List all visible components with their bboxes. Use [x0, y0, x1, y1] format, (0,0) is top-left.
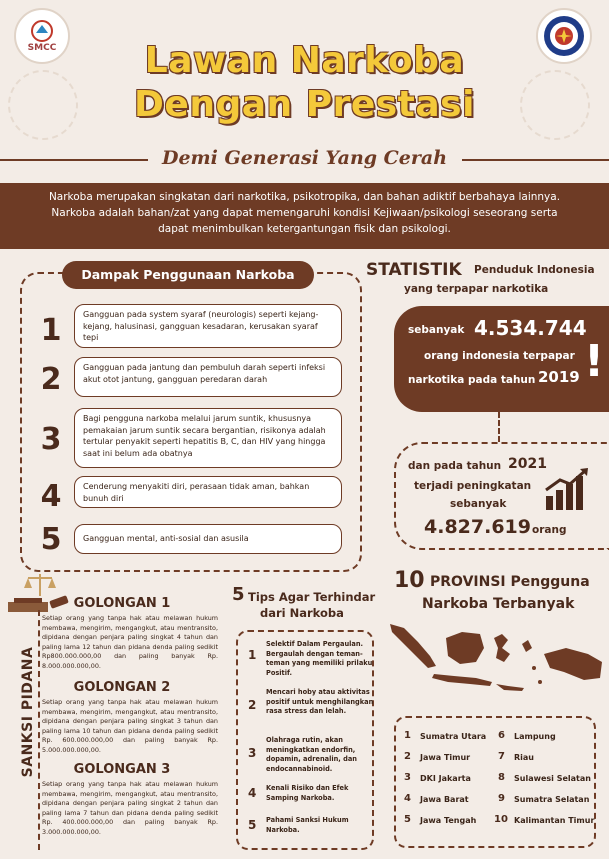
- tip-number-5: 5: [248, 818, 257, 832]
- provinsi-name-2: Jawa Timur: [420, 753, 471, 762]
- growth-chart-icon: [544, 466, 592, 512]
- dampak-item-2: Gangguan pada jantung dan pembuluh darah seperti infeksi akut otot jantung, gangguan peredaran darah: [74, 357, 342, 397]
- tip-text-4: Kenali Risiko dan Efek Samping Narkoba.: [266, 784, 349, 802]
- provinsi-name-4: Jawa Barat: [420, 795, 469, 804]
- dampak-item-4: Cenderung menyakiti diri, perasaan tidak aman, bahkan bunuh diri: [74, 476, 342, 508]
- provinsi-name-10: Kalimantan Timur: [514, 816, 595, 825]
- provinsi-number-8: 8: [498, 772, 505, 783]
- provinsi-name-3: DKI Jakarta: [420, 774, 471, 783]
- indonesia-map-icon: [384, 618, 606, 704]
- tip-text-3: Olahraga rutin, akan meningkatkan endorfin, dopamin, adrenalin, dan endocannabinoid.: [266, 736, 357, 773]
- provinsi-name-1: Sumatra Utara: [420, 732, 487, 741]
- stat-2019-number: 4.534.744: [474, 316, 587, 340]
- dampak-number-3: 3: [40, 422, 62, 457]
- statistik-2021-box: [394, 442, 609, 550]
- provinsi-name-5: Jawa Tengah: [420, 816, 477, 825]
- dampak-number-4: 4: [40, 479, 62, 514]
- provinsi-number-5: 5: [404, 814, 411, 825]
- intro-line-3: dapat menimbulkan ketergantungan fisik dan psikologi.: [158, 223, 451, 235]
- statistik-subtitle-2: yang terpapar narkotika: [404, 283, 549, 295]
- golongan-3-title: GOLONGAN 3: [73, 762, 171, 777]
- stat-2019-year: 2019: [538, 368, 580, 386]
- provinsi-title-line-1: PROVINSI Pengguna: [430, 574, 590, 590]
- main-title-line-1: Lawan Narkoba: [144, 40, 465, 81]
- stat-2019-line3: narkotika pada tahun: [408, 374, 536, 386]
- provinsi-name-9: Sumatra Selatan: [514, 795, 590, 804]
- tip-number-1: 1: [248, 648, 257, 662]
- provinsi-number-3: 3: [404, 772, 411, 783]
- stat-2021-line3: sebanyak: [450, 498, 507, 510]
- dampak-number-2: 2: [40, 362, 62, 397]
- statistik-subtitle-1: Penduduk Indonesia: [474, 264, 595, 276]
- stat-2019-line2: orang indonesia terpapar: [424, 350, 575, 362]
- provinsi-number-10: 10: [494, 814, 508, 825]
- intro-band: [0, 183, 609, 249]
- provinsi-name-7: Riau: [514, 753, 534, 762]
- provinsi-name-8: Sulawesi Selatan: [514, 774, 591, 783]
- provinsi-number: 10: [394, 568, 425, 593]
- dampak-heading: Dampak Penggunaan Narkoba: [62, 261, 314, 289]
- tip-number-2: 2: [248, 698, 257, 712]
- sanksi-pidana-label: SANKSI PIDANA: [20, 646, 36, 778]
- golongan-1-text: Setiap orang yang tanpa hak atau melawan hukum membawa, mengirim, mengangkut, atau mentransito, dipidana dengan penjara paling singkat 4 tahun dan paling lama 12 tahun dan pidana denda paling sedikit Rp800.000.000,00 dan paling banyak Rp. 8.000.000.000,00.: [42, 614, 218, 670]
- golongan-2-title: GOLONGAN 2: [73, 680, 171, 695]
- stat-2021-line1: dan pada tahun: [408, 460, 502, 472]
- stat-2021-line2: terjadi peningkatan: [414, 480, 532, 492]
- tip-text-1: Selektif Dalam Pergaulan. Bergaulah dengan teman-teman yang memiliki prilaku Positif.: [266, 640, 373, 677]
- tip-text-5: Pahami Sanksi Hukum Narkoba.: [266, 816, 349, 834]
- golongan-3-text: Setiap orang yang tanpa hak atau melawan hukum membawa, mengirim, mengangkut, atau mentransito, dipidana dengan penjara paling singkat 2 tahun dan paling lama 7 tahun dan pidana denda paling sedikit Rp. 400.000.000,00 dan paling banyak Rp. 3.000.000.000,00.: [42, 780, 218, 836]
- tip-number-3: 3: [248, 746, 257, 760]
- provinsi-number-7: 7: [498, 751, 505, 762]
- tips-title-line-1: Tips Agar Terhindar: [248, 590, 376, 604]
- stat-2021-year: 2021: [508, 456, 547, 472]
- stat-2021-unit: orang: [532, 524, 567, 536]
- stat-2019-prefix: sebanyak: [408, 324, 465, 336]
- intro-line-2: Narkoba adalah bahan/zat yang dapat memengaruhi kondisi Kejiwaan/psikologi seseorang serta: [51, 207, 558, 219]
- stat-2021-number: 4.827.619: [424, 516, 531, 538]
- provinsi-number-1: 1: [404, 730, 411, 741]
- intro-line-1: Narkoba merupakan singkatan dari narkotika, psikotropika, dan bahan adiktif berbahaya lainnya.: [48, 191, 561, 203]
- tip-text-2: Mencari hoby atau aktivitas positif untuk menghilangkan rasa stress dan lelah.: [266, 688, 374, 715]
- subtitle-band: [0, 145, 609, 175]
- stat-connector: [498, 412, 500, 442]
- statistik-2019-box: [394, 306, 609, 412]
- main-title-line-2: Dengan Prestasi: [134, 84, 475, 125]
- provinsi-number-9: 9: [498, 793, 505, 804]
- golongan-2-text: Setiap orang yang tanpa hak atau melawan hukum membawa, mengirim, mengangkut, atau mentransito, dipidana dengan penjara paling singkat 3 tahun dan paling lama 10 tahun dan pidana denda paling sedikit Rp. 600.000.000,00 dan paling banyak Rp. 5.000.000.000,00.: [42, 698, 218, 754]
- statistik-title: STATISTIK: [366, 260, 462, 280]
- tips-title-line-2: dari Narkoba: [260, 606, 344, 620]
- dampak-number-1: 1: [40, 313, 62, 348]
- dampak-item-3: Bagi pengguna narkoba melalui jarum suntik, khususnya pemakaian jarum suntik secara bergantian, risikonya adalah tertular penyakit seperti hepatitis B, C, dan HIV yang hingga saat ini belum ada obatnya: [74, 408, 342, 468]
- sanksi-frame-line: [38, 610, 40, 850]
- tips-number: 5: [232, 584, 245, 605]
- provinsi-number-4: 4: [404, 793, 411, 804]
- subtitle: Demi Generasi Yang Cerah: [161, 147, 448, 169]
- dampak-item-5: Gangguan mental, anti-sosial dan asusila: [74, 524, 342, 554]
- tip-number-4: 4: [248, 786, 257, 800]
- provinsi-number-2: 2: [404, 751, 411, 762]
- provinsi-number-6: 6: [498, 730, 505, 741]
- provinsi-title-line-2: Narkoba Terbanyak: [422, 596, 575, 612]
- smcc-logo-text: SMCC: [27, 43, 57, 53]
- provinsi-name-6: Lampung: [514, 732, 556, 741]
- dampak-number-5: 5: [40, 522, 62, 557]
- dampak-item-1: Gangguan pada system syaraf (neurologis) seperti kejang-kejang, halusinasi, gangguan kesadaran, kerusakan syaraf tepi: [74, 304, 342, 348]
- golongan-1-title: GOLONGAN 1: [73, 596, 171, 611]
- exclamation-icon: !: [584, 336, 605, 387]
